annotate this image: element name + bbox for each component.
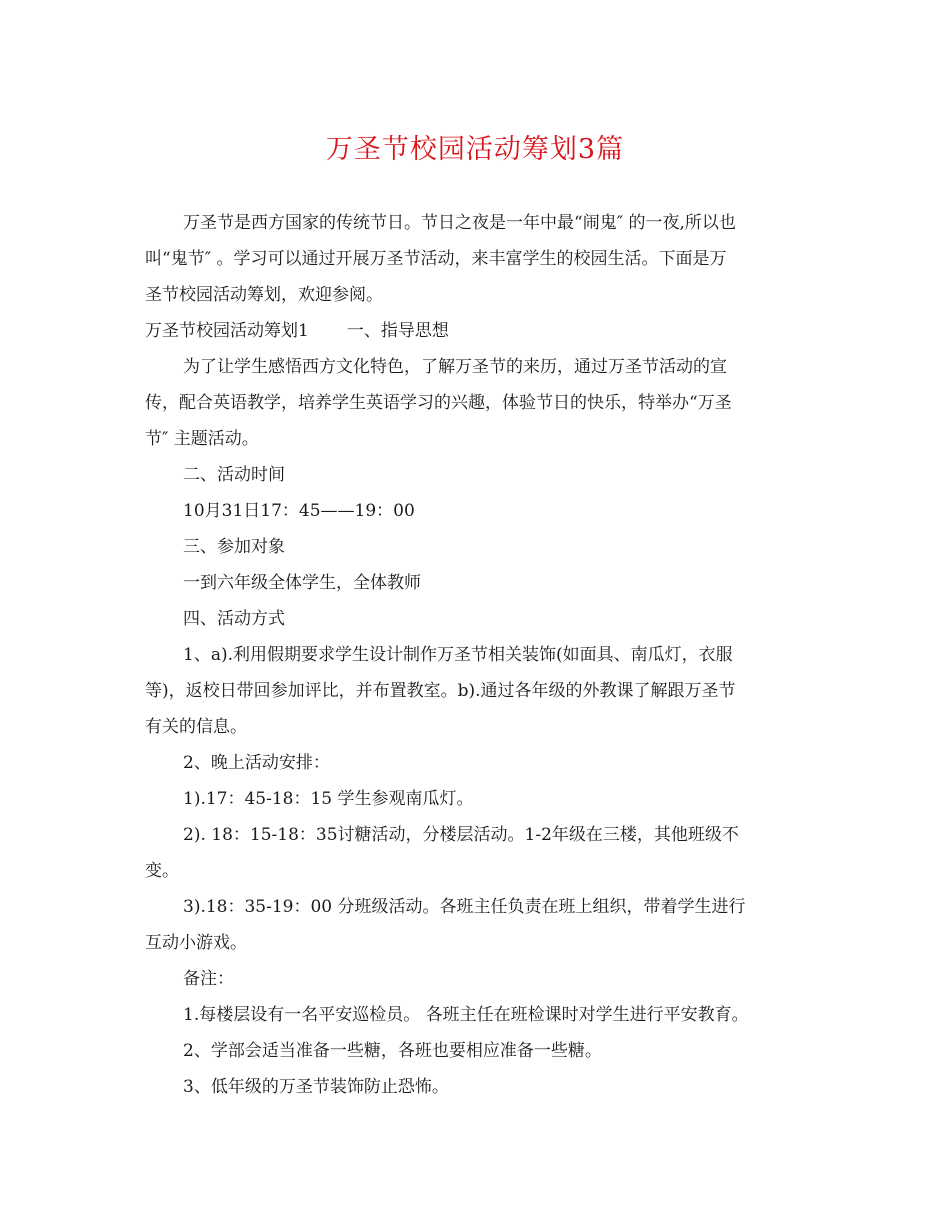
section1-heading: 一、指导思想 <box>346 321 449 341</box>
schedule2-line: 2). 18：15-18：35讨糖活动，分楼层活动。1-2年级在三楼，其他班级不 <box>183 825 739 845</box>
intro-line: 圣节校园活动筹划，欢迎参阅。 <box>145 285 383 305</box>
section1-line: 节″ 主题活动。 <box>145 429 259 449</box>
notes-heading: 备注： <box>183 969 234 989</box>
item1-line: 等)，返校日带回参加评比，并布置教室。b).通过各年级的外教课了解跟万圣节 <box>145 681 736 701</box>
schedule1: 1).17：45-18：15 学生参观南瓜灯。 <box>183 789 474 809</box>
note-3: 3、低年级的万圣节装饰防止恐怖。 <box>183 1077 449 1097</box>
intro-line: 万圣节是西方国家的传统节日。节日之夜是一年中最“闹鬼″ 的一夜,所以也 <box>183 213 736 233</box>
document-title: 万圣节校园活动筹划3篇 <box>325 134 625 165</box>
section1-line: 传，配合英语教学，培养学生英语学习的兴趣，体验节日的快乐，特举办“万圣 <box>145 393 732 413</box>
note-1: 1.每楼层设有一名平安巡检员。 各班主任在班检课时对学生进行平安教育。 <box>183 1005 749 1025</box>
plan1-label: 万圣节校园活动筹划1 <box>145 321 309 341</box>
section4-heading: 四、活动方式 <box>183 609 285 629</box>
note-2: 2、学部会适当准备一些糖，各班也要相应准备一些糖。 <box>183 1041 602 1061</box>
item2-heading: 2、晚上活动安排： <box>183 753 330 773</box>
item1-line: 1、a).利用假期要求学生设计制作万圣节相关装饰(如面具、南瓜灯，衣服 <box>183 645 733 665</box>
section1-line: 为了让学生感悟西方文化特色，了解万圣节的来历，通过万圣节活动的宣 <box>183 357 727 377</box>
schedule2-line: 变。 <box>145 861 179 881</box>
section2-text: 10月31日17：45——19：00 <box>183 501 415 521</box>
section3-text: 一到六年级全体学生，全体教师 <box>183 573 421 593</box>
document-body <box>145 205 805 1105</box>
section2-heading: 二、活动时间 <box>183 465 285 485</box>
schedule3-line: 3).18：35-19：00 分班级活动。各班主任负责在班上组织，带着学生进行 <box>183 897 746 917</box>
section3-heading: 三、参加对象 <box>183 537 285 557</box>
intro-line: 叫“鬼节″ 。学习可以通过开展万圣节活动，来丰富学生的校园生活。下面是万 <box>145 249 727 269</box>
item1-line: 有关的信息。 <box>145 717 247 737</box>
plan1-heading-row <box>145 313 805 349</box>
schedule3-line: 互动小游戏。 <box>145 933 247 953</box>
